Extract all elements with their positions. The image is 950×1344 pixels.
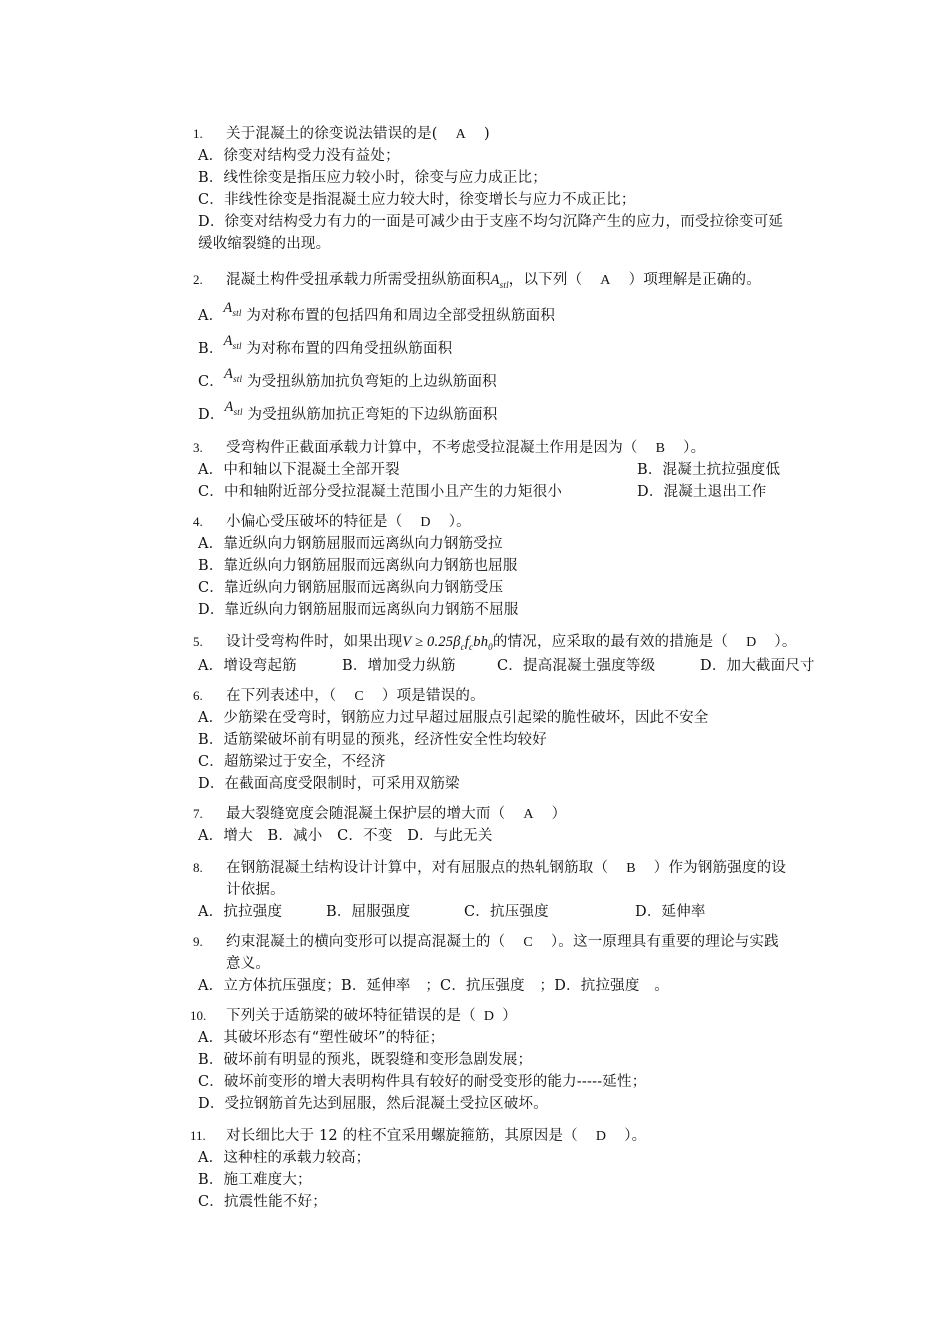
answer-letter: D: [746, 635, 757, 650]
option-line: D．$A_{stl}$ 为受扭纵筋加抗正弯矩的下边纵筋面积: [198, 399, 498, 423]
question-stem: [226, 124, 490, 145]
option-line: D．受拉钢筋首先达到屈服，然后混凝土受拉区破坏。: [198, 1096, 548, 1112]
question-stem: [226, 270, 761, 295]
option-line: A．增大 B．减小 C．不变 D．与此无关: [198, 828, 493, 844]
question-number: 5.: [193, 634, 203, 649]
answer-letter: C: [523, 935, 533, 950]
option-line: C．中和轴附近部分受拉混凝土范围小且产生的力矩很小: [198, 484, 563, 500]
option-line: D．靠近纵向力钢筋屈服而远离纵向力钢筋不屈服: [198, 602, 519, 618]
answer-letter: A: [600, 273, 611, 288]
question-number: 2.: [193, 272, 203, 287]
answer-letter: B: [655, 441, 666, 456]
option-line: C．抗震性能不好；: [198, 1194, 327, 1210]
option-line: A．增设弯起筋: [198, 658, 297, 674]
math-symbol: $A_{stl}$: [224, 366, 243, 384]
option-line: C．靠近纵向力钢筋屈服而远离纵向力钢筋受压: [198, 580, 504, 596]
answer-letter: D: [483, 1009, 495, 1024]
option-line: A．这种柱的承载力较高；: [198, 1150, 371, 1166]
option-line: A．少筋梁在受弯时，钢筋应力过早超过屈服点引起梁的脆性破坏，因此不安全: [198, 710, 709, 726]
option-line: D．在截面高度受限制时，可采用双筋梁: [198, 776, 460, 792]
question-stem: 下列关于适筋梁的破坏特征错误的是（ D ）: [226, 1006, 517, 1027]
question-stem: 在下列表述中，（ C ）项是错误的。: [226, 686, 485, 707]
math-symbol: $A_{stl}$: [490, 272, 509, 290]
option-line: B．混凝土抗拉强度低: [637, 462, 781, 478]
question-number: 7.: [193, 806, 203, 821]
question-stem: 受弯构件正截面承载力计算中，不考虑受拉混凝土作用是因为（ B ）。: [226, 438, 705, 459]
question-number: 11.: [190, 1128, 206, 1143]
stem-text: ): [483, 126, 490, 142]
answer-letter: C: [354, 689, 364, 704]
question-number: 10.: [190, 1008, 207, 1023]
stem-text: 混凝土构件受扭承载力所需受扭纵筋面积: [226, 272, 491, 288]
option-line: C．$A_{stl}$ 为受扭纵筋加抗负弯矩的上边纵筋面积: [198, 366, 497, 390]
option-line: C．超筋梁过于安全，不经济: [198, 754, 386, 770]
question-stem: 最大裂缝宽度会随混凝土保护层的增大而（ A ）: [226, 804, 566, 825]
option-line: A．立方体抗压强度；B．延伸率 ；C．抗压强度 ；D．抗拉强度 。: [198, 978, 669, 994]
stem-text: ）项理解是正确的。: [628, 272, 761, 288]
answer-letter: D: [595, 1129, 607, 1144]
answer-letter: D: [420, 515, 431, 530]
formula: $V \ge 0.25\beta_cf_cbh_0$: [402, 634, 493, 652]
question-number: 6.: [193, 688, 203, 703]
question-stem-continued: 意义。: [226, 956, 271, 972]
option-line: B．增加受力纵筋: [342, 658, 456, 674]
option-line: C．抗压强度: [464, 904, 549, 920]
option-line: B．破坏前有明显的预兆，既裂缝和变形急剧发展；: [198, 1052, 533, 1068]
stem-text: ，以下列（: [508, 272, 583, 288]
question-stem: 约束混凝土的横向变形可以提高混凝土的（ C ）。这一原理具有重要的理论与实践: [226, 932, 779, 953]
math-symbol: $A_{stl}$: [224, 399, 243, 417]
question-stem: 在钢筋混凝土结构设计计算中，对有屈服点的热轧钢筋取（ B ）作为钢筋强度的设: [226, 858, 786, 879]
stem-text: 关于混凝土的徐变说法错误的是(: [226, 126, 438, 142]
option-line: D．加大截面尺寸: [700, 658, 815, 674]
question-stem: 小偏心受压破坏的特征是（ D ）。: [226, 512, 471, 533]
option-line: A．徐变对结构受力没有益处；: [198, 148, 400, 164]
option-line: A．中和轴以下混凝土全部开裂: [198, 462, 400, 478]
question-stem: 对长细比大于 12 的柱不宜采用螺旋箍筋，其原因是（ D ）。: [226, 1126, 646, 1147]
question-number: 4.: [193, 514, 203, 529]
option-line: D．徐变对结构受力有力的一面是可减少由于支座不均匀沉降产生的应力，而受拉徐变可延: [198, 214, 784, 230]
question-stem-continued: 计依据。: [226, 882, 285, 898]
option-line: D．延伸率: [635, 904, 706, 920]
option-line: B．施工难度大；: [198, 1172, 312, 1188]
option-line: 缓收缩裂缝的出现。: [198, 236, 331, 252]
math-symbol: $A_{stl}$: [223, 333, 242, 351]
option-line: C．提高混凝土强度等级: [497, 658, 656, 674]
answer-letter: A: [523, 807, 534, 822]
option-line: A．抗拉强度: [198, 904, 283, 920]
question-stem: 设计受弯构件时，如果出现$V \ge 0.25\beta_cf_cbh_0$的情况，应采取的最有效的措施是（ D ）。: [226, 634, 797, 652]
option-line: D．混凝土退出工作: [637, 484, 767, 500]
question-number: 3.: [193, 440, 203, 455]
question-number: 1.: [193, 126, 203, 141]
question-number: 9.: [193, 934, 203, 949]
answer-letter: B: [626, 861, 636, 876]
option-line: B．适筋梁破坏前有明显的预兆，经济性安全性均较好: [198, 732, 547, 748]
option-line: A．靠近纵向力钢筋屈服而远离纵向力钢筋受拉: [198, 536, 503, 552]
option-line: B．线性徐变是指压应力较小时，徐变与应力成正比；: [198, 170, 547, 186]
math-symbol: $A_{stl}$: [223, 300, 242, 318]
option-line: C．破坏前变形的增大表明构件具有较好的耐受变形的能力-----延性；: [198, 1074, 647, 1090]
option-line: A．$A_{stl}$ 为对称布置的包括四角和周边全部受扭纵筋面积: [198, 300, 556, 324]
option-line: B．屈服强度: [326, 904, 411, 920]
answer-letter: A: [455, 127, 466, 142]
option-line: C．非线性徐变是指混凝土应力较大时，徐变增长与应力不成正比；: [198, 192, 636, 208]
option-line: B．$A_{stl}$ 为对称布置的四角受扭纵筋面积: [198, 333, 453, 357]
option-line: A．其破坏形态有“塑性破坏”的特征；: [198, 1030, 445, 1046]
question-number: 8.: [193, 860, 203, 875]
option-line: B．靠近纵向力钢筋屈服而远离纵向力钢筋也屈服: [198, 558, 518, 574]
